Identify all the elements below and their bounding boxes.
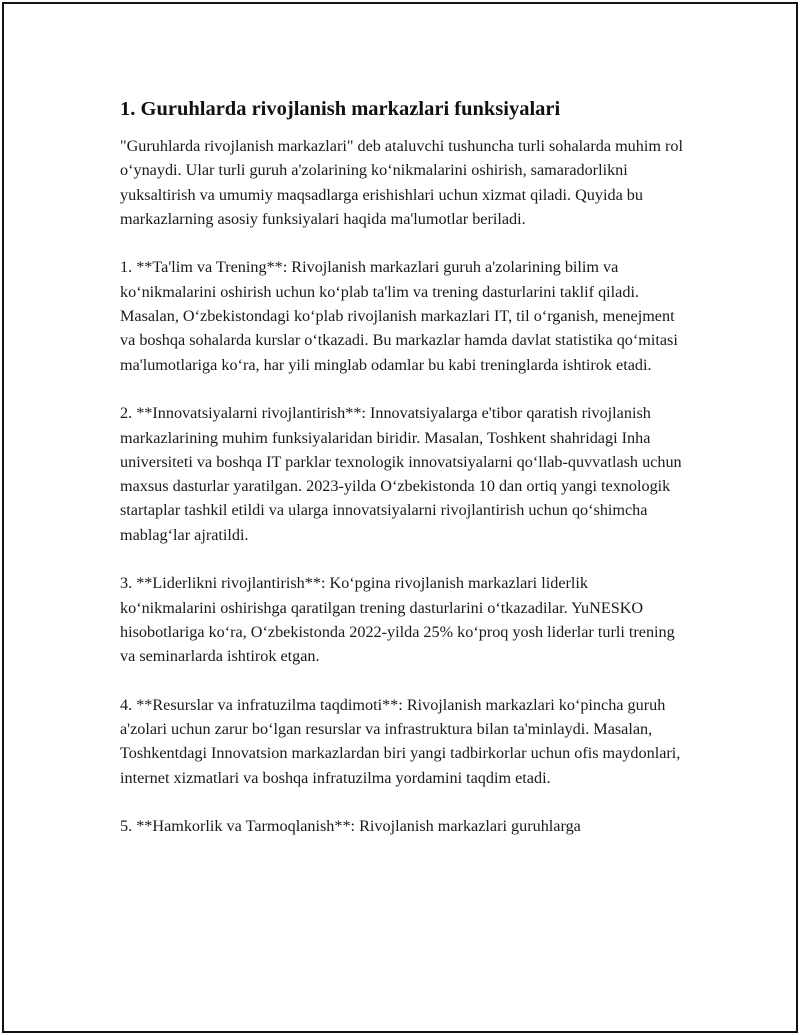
intro-paragraph: "Guruhlarda rivojlanish markazlari" deb ataluvchi tushuncha turli sohalarda muhim rol oʻynaydi. Ular turli guruh a'zolarining koʻnikmalarini oshirish, samaradorlikni yuksaltirish va umumiy maqsadlarga erishishlari uchun xizmat qiladi. Quyida bu markazlarning asosiy funksiyalari haqida ma'lumotlar beriladi.	[120, 137, 683, 228]
section-heading: 1. Guruhlarda rivojlanish markazlari funksiyalari	[120, 98, 561, 120]
paragraph-resurslar: 4. **Resurslar va infratuzilma taqdimoti**: Rivojlanish markazlari koʻpincha guruh a'zolari uchun zarur boʻlgan resurslar va infrastruktura bilan ta'minlaydi. Masalan, Toshkentdagi Innovatsion markazlardan biri yangi tadbirkorlar uchun ofis maydonlari, internet xizmatlari va boshqa infratuzilma yordamini taqdim etadi.	[120, 695, 681, 787]
document-body	[120, 96, 688, 839]
paragraph-talim-trening: 1. **Ta'lim va Trening**: Rivojlanish markazlari guruh a'zolarining bilim va koʻnikmalarini oshirish uchun koʻplab ta'lim va trening dasturlarini taklif qiladi. Masalan, Oʻzbekistondagi koʻplab rivojlanish markazlari IT, til oʻrganish, menejment va boshqa sohalarda kurslar oʻtkazadi. Bu markazlar hamda davlat statistika qoʻmitasi ma'lumotlariga koʻra, har yili minglab odamlar bu kabi treninglarda ishtirok etadi.	[120, 258, 678, 374]
paragraph-hamkorlik: 5. **Hamkorlik va Tarmoqlanish**: Rivojlanish markazlari guruhlarga	[120, 817, 581, 836]
paragraph-innovatsiyalar: 2. **Innovatsiyalarni rivojlantirish**: Innovatsiyalarga e'tibor qaratish rivojlanish markazlarining muhim funksiyalaridan biridir. Masalan, Toshkent shahridagi Inha universiteti va boshqa IT parklar texnologik innovatsiyalarni qoʻllab-quvvatlash uchun maxsus dasturlar yaratilgan. 2023-yilda Oʻzbekistonda 10 dan ortiq yangi texnologik startaplar tashkil etildi va ularga innovatsiyalarni rivojlantirish uchun qoʻshimcha mablagʻlar ajratildi.	[120, 404, 682, 544]
document-page	[2, 2, 798, 1033]
paragraph-liderlik: 3. **Liderlikni rivojlantirish**: Koʻpgina rivojlanish markazlari liderlik koʻnikmalarini oshirishga qaratilgan trening dasturlarini oʻtkazadilar. YuNESKO hisobotlariga koʻra, Oʻzbekistonda 2022-yilda 25% koʻproq yosh liderlar turli trening va seminarlarda ishtirok etgan.	[120, 574, 675, 666]
